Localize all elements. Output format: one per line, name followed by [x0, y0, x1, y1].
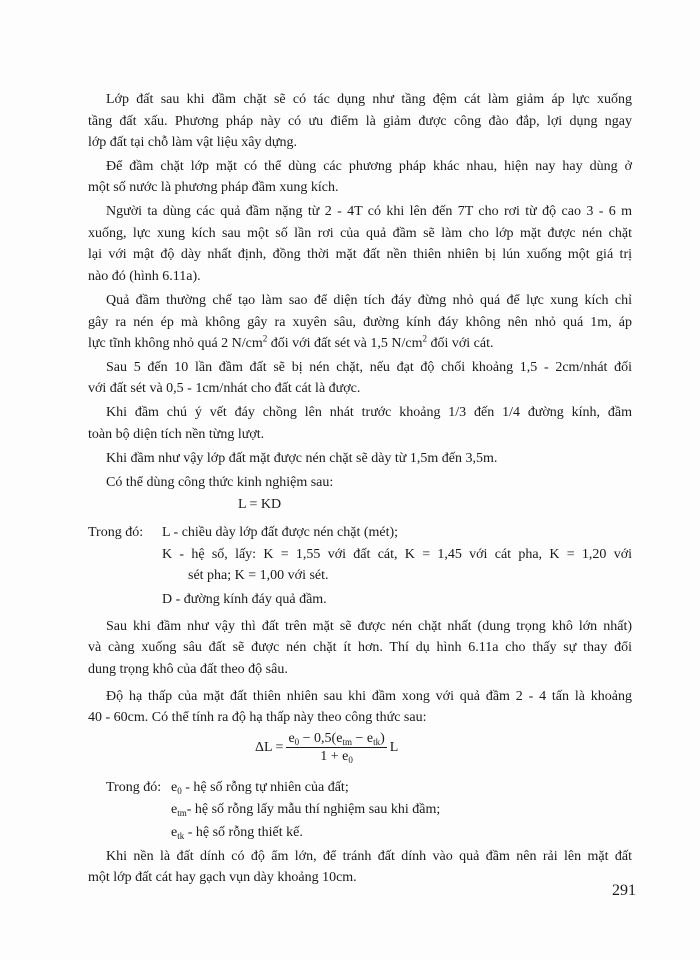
paragraph-line: lớp đất tại chỗ làm vật liệu xây dựng.	[88, 135, 297, 150]
formula-denominator: $1 + e_0$	[320, 749, 353, 765]
definition-item: K - hệ số, lấy: K = 1,55 với đất cát, K = 1,45 với cát pha, K = 1,20 với	[162, 547, 632, 562]
paragraph-line: Khi đầm như vậy lớp đất mặt được nén chặt sẽ dày từ 1,5m đến 3,5m.	[106, 451, 498, 466]
paragraph-line: Người ta dùng các quả đầm nặng từ 2 - 4T có khi lên đến 7T cho rơi từ độ cao 3 - 6 m	[106, 204, 632, 219]
paragraph-line: dung trọng khô của đất theo độ sâu.	[88, 662, 288, 677]
paragraph-line: với đất sét và 0,5 - 1cm/nhát cho đất cát là được.	[88, 381, 361, 396]
paragraph-line: Khi nền là đất dính có độ ẩm lớn, để tránh đất dính vào quả đầm nên rải lên mặt đất	[106, 849, 632, 864]
paragraph-line: 40 - 60cm. Có thể tính ra độ hạ thấp này theo công thức sau:	[88, 710, 427, 725]
definition-item: $e_{tk}$ - hệ số rỗng thiết kế.	[171, 825, 303, 841]
definition-item: $e_{tm}-$ hệ số rỗng lấy mẫu thí nghiệm sau khi đầm;	[171, 802, 441, 818]
where-label: Trong đó:	[88, 525, 144, 540]
paragraph-line: Độ hạ thấp của mặt đất thiên nhiên sau khi đầm xong với quả đầm 2 - 4 tấn là khoảng	[106, 689, 632, 704]
formula-rhs: L	[389, 739, 399, 755]
paragraph-line: và càng xuống sâu đất sẽ được nén chặt ít hơn. Thí dụ hình 6.11a cho thấy sự thay đổi	[88, 640, 632, 655]
paragraph-line: Quả đầm thường chế tạo làm sao để diện tích đáy đừng nhỏ quá để lực xung kích chỉ	[106, 293, 632, 308]
paragraph-line: xuống, lực xung kích sau một số lần rơi của quả đầm sẽ làm cho lớp mặt được nén chặt	[88, 226, 632, 241]
paragraph-line: gây ra nén ép mà không gây ra xuyên sâu, đường kính đáy không nên nhỏ quá 1m, áp	[88, 315, 632, 330]
paragraph-line: lực tĩnh không nhỏ quá 2 $N/cm^2$ đối với đất sét và 1,5 $N/cm^2$ đối với cát.	[88, 333, 494, 351]
paragraph-line: Khi đầm chú ý vết đáy chồng lên nhát trước khoảng 1/3 đến 1/4 đường kính, đầm	[106, 405, 632, 420]
definition-item: D - đường kính đáy quả đầm.	[162, 592, 327, 607]
formula-numerator: $e_0 - 0,5(e_{tm} - e_{tk})$	[288, 731, 385, 747]
paragraph-line: Sau 5 đến 10 lần đầm đất sẽ bị nén chặt, nếu đạt độ chối khoảng 1,5 - 2cm/nhát đối	[106, 360, 632, 375]
paragraph-line: một số nước là phương pháp đầm xung kích.	[88, 180, 339, 195]
paragraph-line: Sau khi đầm như vậy thì đất trên mặt sẽ được nén chặt nhất (dung trọng khô lớn nhất)	[106, 619, 632, 634]
definition-item: $e_0$ - hệ số rỗng tự nhiên của đất;	[171, 780, 349, 796]
paragraph-line: Lớp đất sau khi đầm chặt sẽ có tác dụng như tầng đệm cát làm giảm áp lực xuống	[106, 92, 632, 107]
page-number: 291	[612, 882, 636, 899]
paragraph-line: nào đó (hình 6.11a).	[88, 269, 201, 284]
paragraph-line: tầng đất xấu. Phương pháp này có ưu điểm là giảm được công đào đắp, lợi dụng ngay	[88, 114, 632, 129]
formula-lhs: ΔL =	[255, 739, 284, 755]
definition-item: L - chiều dày lớp đất được nén chặt (mét);	[162, 525, 399, 540]
paragraph-line: toàn bộ diện tích nền từng lượt.	[88, 427, 265, 442]
where-label: Trong đó:	[106, 780, 162, 795]
formula-delta-l	[255, 730, 398, 765]
definition-item: sét pha; K = 1,00 với sét.	[188, 568, 329, 583]
paragraph-line: lại với mật độ dày nhất định, đồng thời mặt đất nền thiên nhiên bị lún xuống một giá trị	[88, 247, 632, 262]
paragraph-line: Có thể dùng công thức kinh nghiệm sau:	[106, 475, 334, 490]
paragraph-line: một lớp đất cát hay gạch vụn dày khoảng 10cm.	[88, 870, 357, 885]
formula-l-kd: L = KD	[238, 497, 282, 512]
paragraph-line: Để đầm chặt lớp mặt có thể dùng các phương pháp khác nhau, hiện nay hay dùng ở	[106, 159, 632, 174]
